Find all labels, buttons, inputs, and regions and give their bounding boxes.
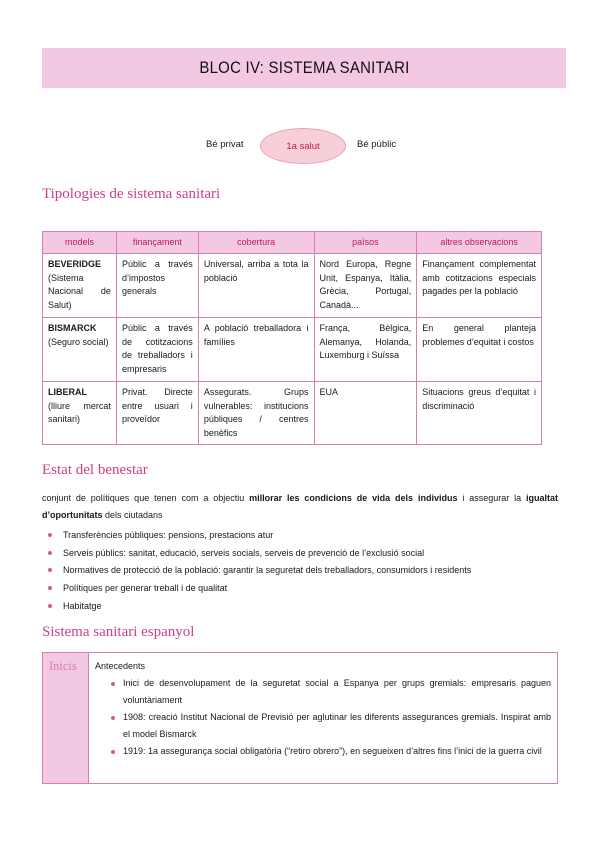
antecedents-heading: Antecedents — [95, 661, 146, 671]
list-item — [48, 561, 471, 579]
observacions-cell: Finançament complementat amb cotitzacions especials pagades per la població — [417, 254, 542, 318]
inicis-content — [89, 653, 557, 783]
financament-cell: Públic a través de cotitzacions de treballadors i empresaris — [116, 318, 198, 382]
heading-sistema-espanyol: Sistema sanitari espanyol — [42, 624, 195, 640]
paisos-cell: França, Bèlgica, Alemanya, Holanda, Luxemburg i Suïssa — [314, 318, 417, 382]
financament-cell: Públic a través d’impostos generals — [116, 254, 198, 318]
bullet-icon — [48, 551, 52, 555]
list-item-text: Transferències públiques: pensions, prestacions atur — [63, 529, 274, 540]
col-header: altres observacions — [417, 232, 542, 254]
estat-text: conjunt de polítiques que tenen com a objectiu — [42, 493, 250, 503]
heading-tipologies: Tipologies de sistema sanitari — [42, 186, 221, 202]
col-header: models — [43, 232, 117, 254]
model-cell — [43, 382, 117, 445]
estat-definition — [42, 490, 558, 524]
financament-cell: Privat. Directe entre usuari i proveïdor — [116, 382, 198, 445]
list-item-text: Inici de desenvolupament de la seguretat social a Espanya per grups gremials: empresaris paguen voluntàriament — [123, 678, 551, 705]
bullet-icon — [48, 586, 52, 590]
diagram-left-label: Bé privat — [206, 139, 244, 150]
heading-estat: Estat del benestar — [42, 462, 148, 478]
salut-diagram — [0, 128, 600, 164]
col-header: cobertura — [198, 232, 314, 254]
estat-bold: millorar les condicions de vida dels individus — [249, 493, 458, 503]
model-name: LIBERAL — [48, 387, 87, 397]
page-title: BLOC IV: SISTEMA SANITARI — [198, 58, 410, 77]
model-cell — [43, 318, 117, 382]
list-item-text: 1908: creació Institut Nacional de Previsió per aglutinar les diferents assegurances gremials. Inspirat amb el model Bismarck — [123, 712, 551, 739]
list-item — [48, 544, 471, 562]
estat-text: i assegurar la — [457, 493, 526, 503]
cobertura-cell: Universal, arriba a tota la població — [198, 254, 314, 318]
estat-bullet-list — [48, 526, 471, 614]
bullet-icon — [48, 533, 52, 537]
list-item — [111, 675, 551, 709]
sistema-inicis-box — [42, 652, 558, 784]
col-header: finançament — [116, 232, 198, 254]
estat-bold: igualtat d’oportunitats — [42, 493, 558, 520]
antecedents-list — [111, 675, 551, 760]
list-item-text: 1919: 1a assegurança social obligatòria (“retiro obrero”), en segueixen d’altres fins l’inici de la guerra civil — [123, 746, 542, 756]
model-desc: (Sistema Nacional de Salut) — [48, 272, 111, 310]
diagram-center-label: 1a salut — [286, 140, 320, 152]
model-desc: (Seguro social) — [48, 336, 109, 347]
model-name: BEVERIDGE — [48, 259, 102, 269]
model-name: BISMARCK — [48, 323, 97, 333]
tipologies-table — [42, 231, 542, 445]
list-item-text: Polítiques per generar treball i de qualitat — [63, 582, 228, 593]
list-item — [48, 579, 471, 597]
list-item — [111, 709, 551, 743]
observacions-cell: En general planteja problemes d’equitat i costos — [417, 318, 542, 382]
bullet-icon — [48, 568, 52, 572]
model-desc: (lliure mercat sanitari) — [48, 400, 111, 424]
bullet-icon — [111, 682, 115, 686]
title-banner — [42, 48, 566, 88]
diagram-center-oval — [260, 128, 346, 164]
diagram-right-label: Bé públic — [357, 139, 397, 150]
cobertura-cell: A població treballadora i famílies — [198, 318, 314, 382]
list-item — [111, 743, 551, 760]
bullet-icon — [111, 750, 115, 754]
list-item-text: Normatives de protecció de la població: garantir la seguretat dels treballadors, consumidors i residents — [63, 565, 472, 576]
table-header-row — [43, 232, 542, 254]
observacions-cell: Situacions greus d’equitat i discriminació — [417, 382, 542, 445]
table-row — [43, 318, 542, 382]
list-item-text: Habitatge — [63, 600, 102, 611]
col-header: països — [314, 232, 417, 254]
estat-text: dels ciutadans — [102, 510, 163, 520]
bullet-icon — [48, 604, 52, 608]
bullet-icon — [111, 716, 115, 720]
table-row — [43, 254, 542, 318]
list-item — [48, 597, 471, 615]
paisos-cell: Nord Europa, Regne Unit, Espanya, Itàlia, Grècia, Portugal, Canadà... — [314, 254, 417, 318]
paisos-cell: EUA — [314, 382, 417, 445]
list-item-text: Serveis públics: sanitat, educació, serveis socials, serveis de prevenció de l’exclusió social — [63, 547, 425, 558]
list-item — [48, 526, 471, 544]
inicis-label: Inicis — [43, 653, 89, 783]
table-row — [43, 382, 542, 445]
cobertura-cell: Assegurats. Grups vulnerables: institucions públiques / centres benèfics — [198, 382, 314, 445]
model-cell — [43, 254, 117, 318]
